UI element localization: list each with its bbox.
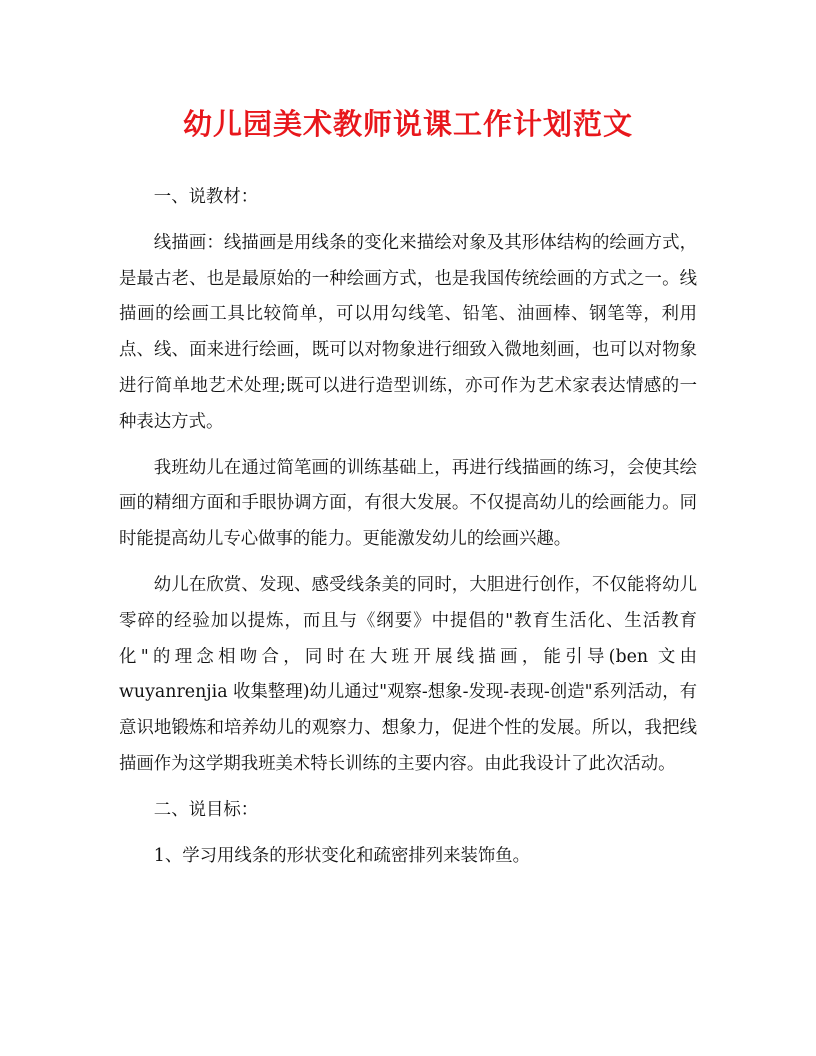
paragraph-gap <box>119 558 697 568</box>
document-body <box>119 180 697 874</box>
paragraph-gap <box>119 441 697 451</box>
paragraph-gap <box>119 829 697 839</box>
objective-item-1: 1、学习用线条的形状变化和疏密排列来装饰鱼。 <box>153 845 531 866</box>
paragraph-gap <box>119 783 697 793</box>
paragraph-gap <box>119 216 697 226</box>
paragraph-appreciation: 幼儿在欣赏、发现、感受线条美的同时，大胆进行创作，不仅能将幼儿零碎的经验加以提炼，而且与《纲要》中提倡的"教育生活化、生活教育化"的理念相吻合，同时在大班开展线描画，能引导(ben 文由 wuyanrenjia 收集整理)幼儿通过"观察-想象-发现-表现-创造"系列活动，有意识地锻炼和培养幼儿的观察力、想象力，促进个性的发展。所以，我把线描画作为这学期我班美术特长训练的主要内容。由此我设计了此次活动。 <box>119 574 697 774</box>
paragraph-line-drawing-intro: 线描画：线描画是用线条的变化来描绘对象及其形体结构的绘画方式，是最古老、也是最原始的一种绘画方式，也是我国传统绘画的方式之一。线描画的绘画工具比较简单，可以用勾线笔、铅笔、油画棒、钢笔等，利用点、线、面来进行绘画，既可以对物象进行细致入微地刻画，也可以对物象进行简单地艺术处理;既可以进行造型训练，亦可作为艺术家表达情感的一种表达方式。 <box>119 232 697 432</box>
document-title: 幼儿园美术教师说课工作计划范文 <box>182 107 633 141</box>
section-heading-teaching-material: 一、说教材： <box>153 187 259 207</box>
section-heading-objectives: 二、说目标： <box>153 799 259 820</box>
paragraph-class-practice: 我班幼儿在通过简笔画的训练基础上，再进行线描画的练习，会使其绘画的精细方面和手眼协调方面，有很大发展。不仅提高幼儿的绘画能力。同时能提高幼儿专心做事的能力。更能激发幼儿的绘画兴趣。 <box>119 457 697 550</box>
